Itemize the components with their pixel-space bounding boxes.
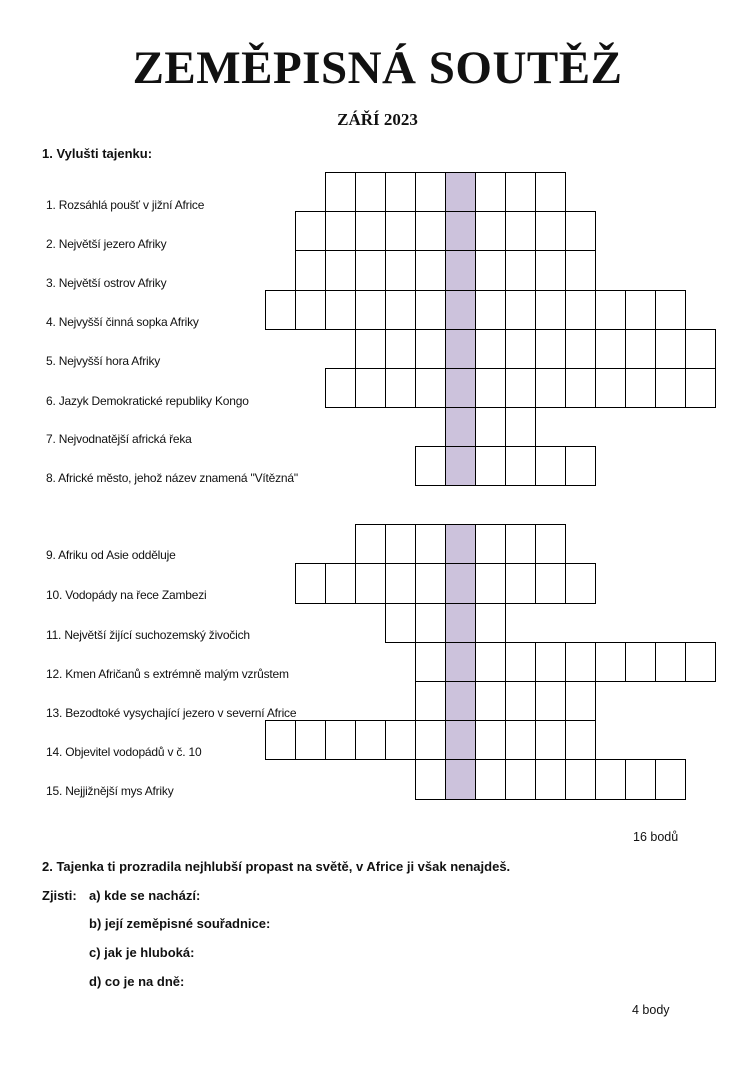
question-d: d) co je na dně: [89,974,185,989]
crossword-key-cell[interactable] [445,642,476,682]
crossword-cell[interactable] [415,681,446,721]
crossword-cell[interactable] [565,290,596,330]
crossword-cell[interactable] [295,250,326,291]
page-date: ZÁŘÍ 2023 [337,110,418,129]
crossword-cell[interactable] [595,642,626,682]
crossword-cell[interactable] [265,720,296,760]
crossword-cell[interactable] [535,329,566,369]
crossword-cell[interactable] [355,563,386,604]
crossword-cell[interactable] [565,759,596,800]
crossword-cell[interactable] [535,290,566,330]
crossword-cell[interactable] [385,211,416,251]
crossword-cell[interactable] [355,250,386,291]
crossword-cell[interactable] [565,642,596,682]
crossword-cell[interactable] [505,211,536,251]
crossword-cell[interactable] [535,172,566,212]
crossword-cell[interactable] [505,759,536,800]
crossword-cell[interactable] [475,368,506,408]
crossword-cell[interactable] [505,563,536,604]
clue-12: 12. Kmen Afričanů s extrémně malým vzrůstem [46,667,289,681]
task2-lead: Zjisti: [42,888,77,903]
crossword-cell[interactable] [295,211,326,251]
crossword-cell[interactable] [535,250,566,291]
crossword-cell[interactable] [475,290,506,330]
crossword-key-cell[interactable] [445,368,476,408]
crossword-cell[interactable] [655,290,686,330]
clue-6: 6. Jazyk Demokratické republiky Kongo [46,394,249,408]
crossword-cell[interactable] [565,250,596,291]
task2-points: 4 body [632,1003,670,1017]
crossword-cell[interactable] [475,407,506,447]
crossword-cell[interactable] [535,563,566,604]
crossword-cell[interactable] [505,250,536,291]
crossword-cell[interactable] [325,211,356,251]
crossword-cell[interactable] [655,329,686,369]
crossword-key-cell[interactable] [445,172,476,212]
crossword-cell[interactable] [535,368,566,408]
crossword-cell[interactable] [475,603,506,643]
crossword-cell[interactable] [385,329,416,369]
crossword-cell[interactable] [685,642,716,682]
crossword-cell[interactable] [295,720,326,760]
crossword-cell[interactable] [355,329,386,369]
crossword-cell[interactable] [535,642,566,682]
crossword-cell[interactable] [505,368,536,408]
clue-9: 9. Afriku od Asie odděluje [46,548,176,562]
clue-2: 2. Největší jezero Afriky [46,237,167,251]
clue-13: 13. Bezodtoké vysychající jezero v severní Africe [46,706,297,720]
crossword-cell[interactable] [325,368,356,408]
clue-11: 11. Největší žijící suchozemský živočich [46,628,250,642]
crossword-cell[interactable] [535,720,566,760]
crossword-cell[interactable] [355,211,386,251]
crossword-cell[interactable] [505,329,536,369]
crossword-cell[interactable] [325,563,356,604]
crossword-cell[interactable] [625,759,656,800]
question-a: a) kde se nachází: [89,888,201,903]
crossword-key-cell[interactable] [445,681,476,721]
crossword-cell[interactable] [535,211,566,251]
crossword-cell[interactable] [565,211,596,251]
crossword-cell[interactable] [415,290,446,330]
crossword-cell[interactable] [505,720,536,760]
task1-heading: 1. Vylušti tajenku: [42,146,153,161]
crossword-cell[interactable] [565,368,596,408]
crossword-cell[interactable] [655,759,686,800]
crossword-cell[interactable] [685,368,716,408]
clue-1: 1. Rozsáhlá poušť v jižní Africe [46,198,205,212]
crossword-cell[interactable] [655,368,686,408]
crossword-cell[interactable] [355,172,386,212]
crossword-key-cell[interactable] [445,446,476,486]
crossword-key-cell[interactable] [445,759,476,800]
crossword-cell[interactable] [625,642,656,682]
crossword-cell[interactable] [385,290,416,330]
crossword-cell[interactable] [385,720,416,760]
crossword-cell[interactable] [475,563,506,604]
clue-14: 14. Objevitel vodopádů v č. 10 [46,745,202,759]
crossword-key-cell[interactable] [445,563,476,604]
task2-heading: 2. Tajenka ti prozradila nejhlubší propast na světě, v Africe ji však nenajdeš. [42,859,511,874]
crossword-cell[interactable] [505,524,536,564]
crossword-cell[interactable] [655,642,686,682]
crossword-cell[interactable] [565,720,596,760]
crossword-cell[interactable] [505,642,536,682]
crossword-cell[interactable] [355,290,386,330]
crossword-cell[interactable] [565,681,596,721]
crossword-cell[interactable] [505,290,536,330]
page-title: ZEMĚPISNÁ SOUTĚŽ [132,42,623,94]
crossword-cell[interactable] [325,250,356,291]
crossword-key-cell[interactable] [445,720,476,760]
crossword-cell[interactable] [505,681,536,721]
crossword-cell[interactable] [475,524,506,564]
crossword-cell[interactable] [415,642,446,682]
crossword-cell[interactable] [535,524,566,564]
clue-3: 3. Největší ostrov Afriky [46,276,167,290]
crossword-cell[interactable] [385,250,416,291]
crossword-cell[interactable] [475,250,506,291]
crossword-cell[interactable] [325,290,356,330]
task1-points: 16 bodů [633,830,679,844]
crossword-cell[interactable] [685,329,716,369]
crossword-cell[interactable] [385,172,416,212]
crossword-cell[interactable] [625,290,656,330]
crossword-cell[interactable] [535,681,566,721]
clue-7: 7. Nejvodnatější africká řeka [46,432,192,446]
crossword-cell[interactable] [415,563,446,604]
crossword-cell[interactable] [385,524,416,564]
crossword-cell[interactable] [415,720,446,760]
crossword-cell[interactable] [385,603,416,643]
clue-15: 15. Nejjižnější mys Afriky [46,784,174,798]
crossword-key-cell[interactable] [445,211,476,251]
crossword-cell[interactable] [355,368,386,408]
crossword-cell[interactable] [505,407,536,447]
crossword-key-cell[interactable] [445,290,476,330]
crossword-cell[interactable] [625,329,656,369]
crossword-cell[interactable] [505,172,536,212]
question-b: b) její zeměpisné souřadnice: [89,916,271,931]
crossword-cell[interactable] [475,642,506,682]
crossword-cell[interactable] [415,368,446,408]
crossword-cell[interactable] [415,250,446,291]
crossword-cell[interactable] [385,563,416,604]
crossword-cell[interactable] [325,172,356,212]
crossword-cell[interactable] [595,759,626,800]
crossword-cell[interactable] [475,172,506,212]
crossword-cell[interactable] [625,368,656,408]
crossword-cell[interactable] [475,211,506,251]
crossword-cell[interactable] [355,720,386,760]
crossword-cell[interactable] [295,563,326,604]
crossword-cell[interactable] [325,720,356,760]
crossword-cell[interactable] [475,446,506,486]
crossword-cell[interactable] [565,446,596,486]
crossword-cell[interactable] [595,329,626,369]
crossword-cell[interactable] [595,368,626,408]
crossword-cell[interactable] [475,720,506,760]
crossword-cell[interactable] [415,446,446,486]
clue-4: 4. Nejvyšší činná sopka Afriky [46,315,199,329]
crossword-key-cell[interactable] [445,603,476,643]
crossword-key-cell[interactable] [445,407,476,447]
crossword-cell[interactable] [475,681,506,721]
crossword-cell[interactable] [295,290,326,330]
crossword-cell[interactable] [385,368,416,408]
crossword-cell[interactable] [535,446,566,486]
crossword-cell[interactable] [415,172,446,212]
crossword-cell[interactable] [415,603,446,643]
crossword-cell[interactable] [505,446,536,486]
crossword-cell[interactable] [415,759,446,800]
crossword-key-cell[interactable] [445,329,476,369]
crossword-key-cell[interactable] [445,524,476,564]
crossword-cell[interactable] [475,329,506,369]
clue-8: 8. Africké město, jehož název znamená "Vítězná" [46,471,298,485]
crossword-cell[interactable] [265,290,296,330]
crossword-cell[interactable] [355,524,386,564]
crossword-key-cell[interactable] [445,250,476,291]
clue-10: 10. Vodopády na řece Zambezi [46,588,207,602]
crossword-cell[interactable] [535,759,566,800]
crossword-cell[interactable] [415,524,446,564]
crossword-cell[interactable] [415,211,446,251]
clue-5: 5. Nejvyšší hora Afriky [46,354,161,368]
crossword-cell[interactable] [565,329,596,369]
question-c: c) jak je hluboká: [89,945,195,960]
crossword-cell[interactable] [475,759,506,800]
crossword-cell[interactable] [565,563,596,604]
crossword-cell[interactable] [595,290,626,330]
crossword-cell[interactable] [415,329,446,369]
